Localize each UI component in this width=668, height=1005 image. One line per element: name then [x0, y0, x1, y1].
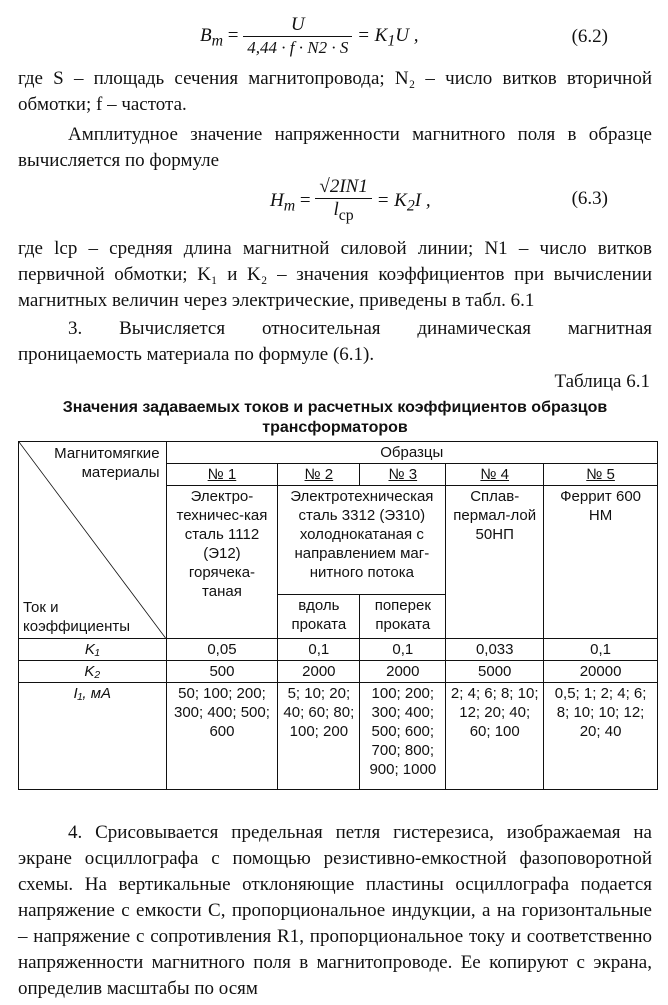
eq62-rhs-sub: 1: [387, 32, 396, 50]
material-2-direction: вдоль проката: [278, 594, 360, 638]
k1-value-1: 0,05: [166, 639, 278, 661]
eq63-rhs: = K: [376, 189, 407, 211]
sample-number-3: № 3: [360, 464, 446, 486]
eq63-numerator: √2IN1: [315, 176, 371, 199]
k2-value-4: 5000: [446, 661, 544, 683]
sample-number-1: № 1: [166, 464, 278, 486]
row-label-k2: K₂: [19, 661, 167, 683]
equation-6-2: [0, 14, 668, 60]
eq62-denominator: 4,44 · f · N2 · S: [247, 38, 349, 57]
eq62-number: (6.2): [571, 26, 608, 47]
material-3-direction: поперек проката: [360, 594, 446, 638]
table-header-row: [19, 442, 658, 464]
i1-value-1: 50; 100; 200; 300; 400; 500; 600: [166, 683, 278, 790]
sample-number-4: № 4: [446, 464, 544, 486]
eq62-lhs: B: [200, 24, 212, 46]
eq63-lhs: H: [270, 189, 284, 211]
table-corner-cell: [19, 442, 167, 639]
eq63-den-main: l: [333, 199, 339, 220]
material-4: Сплав-пермал-лой 50НП: [446, 486, 544, 639]
paragraph-step-4: 4. Срисовывается предельная петля гистерезиса, изображаемая на экране осциллографа с помощью резистивно-емкостной фазоповоротной схемы. На вертикальные отклоняющие пластины осциллографа подается напряжение с емкости C, пропорциональное индукции, а на горизонтальные – напряжение с сопротивления R1, пропорциональное току и соответственно напряженности магнитного поля в магнитопроводе. Ее копируют с экрана, определив масштабы по осям: [18, 822, 652, 999]
table-label: Таблица 6.1: [554, 371, 650, 392]
i1-value-5: 0,5; 1; 2; 4; 6; 8; 10; 10; 12; 20; 40: [544, 683, 658, 790]
k1-value-5: 0,1: [544, 639, 658, 661]
eq63-number: (6.3): [571, 188, 608, 209]
eq62-numerator: U: [243, 14, 352, 37]
eq62-lhs-sub: m: [211, 32, 224, 50]
eq63-rhs-sub: 2: [406, 197, 415, 215]
eq63-rhs-tail: I ,: [414, 189, 431, 211]
table-row-k1: [19, 639, 658, 661]
i1-value-3: 100; 200; 300; 400; 500; 600; 700; 800; 900; 1000: [360, 683, 446, 790]
table-row-k2: [19, 661, 658, 683]
eq62-rhs: = K: [357, 24, 388, 46]
corner-top-label: Магнитомягкие материалы: [54, 445, 160, 481]
eq63-den-sub: ср: [338, 206, 354, 224]
table-title-line2: трансформаторов: [262, 419, 408, 436]
k2-value-3: 2000: [360, 661, 446, 683]
eq62-fraction: [243, 14, 352, 59]
eq62-equals: =: [227, 24, 239, 46]
coefficients-table: [18, 441, 658, 790]
material-5: Феррит 600 НМ: [544, 486, 658, 639]
samples-header: Образцы: [166, 442, 657, 464]
paragraph-amplitude: Амплитудное значение напряженности магнитного поля в образце вычисляется по формуле: [18, 124, 652, 171]
eq63-lhs-sub: m: [283, 197, 296, 215]
k2-value-2: 2000: [278, 661, 360, 683]
eq63-fraction: [315, 176, 371, 227]
eq63-denominator: [315, 199, 371, 227]
table-title-line1: Значения задаваемых токов и расчетных коэффициентов образцов: [62, 399, 608, 416]
material-1: Электро-техничес-кая сталь 1112 (Э12) горячека-таная: [166, 486, 278, 639]
row-label-i1: I₁, мА: [19, 683, 167, 790]
k2-value-1: 500: [166, 661, 278, 683]
eq62-rhs-tail: U ,: [395, 24, 419, 46]
k1-value-4: 0,033: [446, 639, 544, 661]
paragraph-step-3: 3. Вычисляется относительная динамическая магнитная проницаемость материала по формуле (6.1).: [18, 318, 652, 365]
i1-value-4: 2; 4; 6; 8; 10; 12; 20; 40; 60; 100: [446, 683, 544, 790]
sample-number-2: № 2: [278, 464, 360, 486]
corner-bottom-label: Ток и коэффициенты: [23, 599, 131, 635]
paragraph-where-lcp: где lср – средняя длина магнитной силовой линии; N1 – число витков первичной обмотки; K₁ и K₂ – значения коэффициентов при вычислении магнитных величин через электрические, приведены в табл. 6.1: [18, 238, 652, 311]
equation-6-3: [0, 176, 668, 222]
eq63-equals: =: [299, 189, 311, 211]
material-2-3: Электротехническая сталь 3312 (Э310) холоднокатаная с направлением маг-нитного потока: [278, 486, 446, 595]
k1-value-3: 0,1: [360, 639, 446, 661]
paragraph-where-S: где S – площадь сечения магнитопровода; N₂ – число витков вторичной обмотки; f – частота.: [18, 68, 652, 115]
k2-value-5: 20000: [544, 661, 658, 683]
sample-number-5: № 5: [544, 464, 658, 486]
row-label-k1: K₁: [19, 639, 167, 661]
k1-value-2: 0,1: [278, 639, 360, 661]
table-row-i1: [19, 683, 658, 790]
i1-value-2: 5; 10; 20; 40; 60; 80; 100; 200: [278, 683, 360, 790]
